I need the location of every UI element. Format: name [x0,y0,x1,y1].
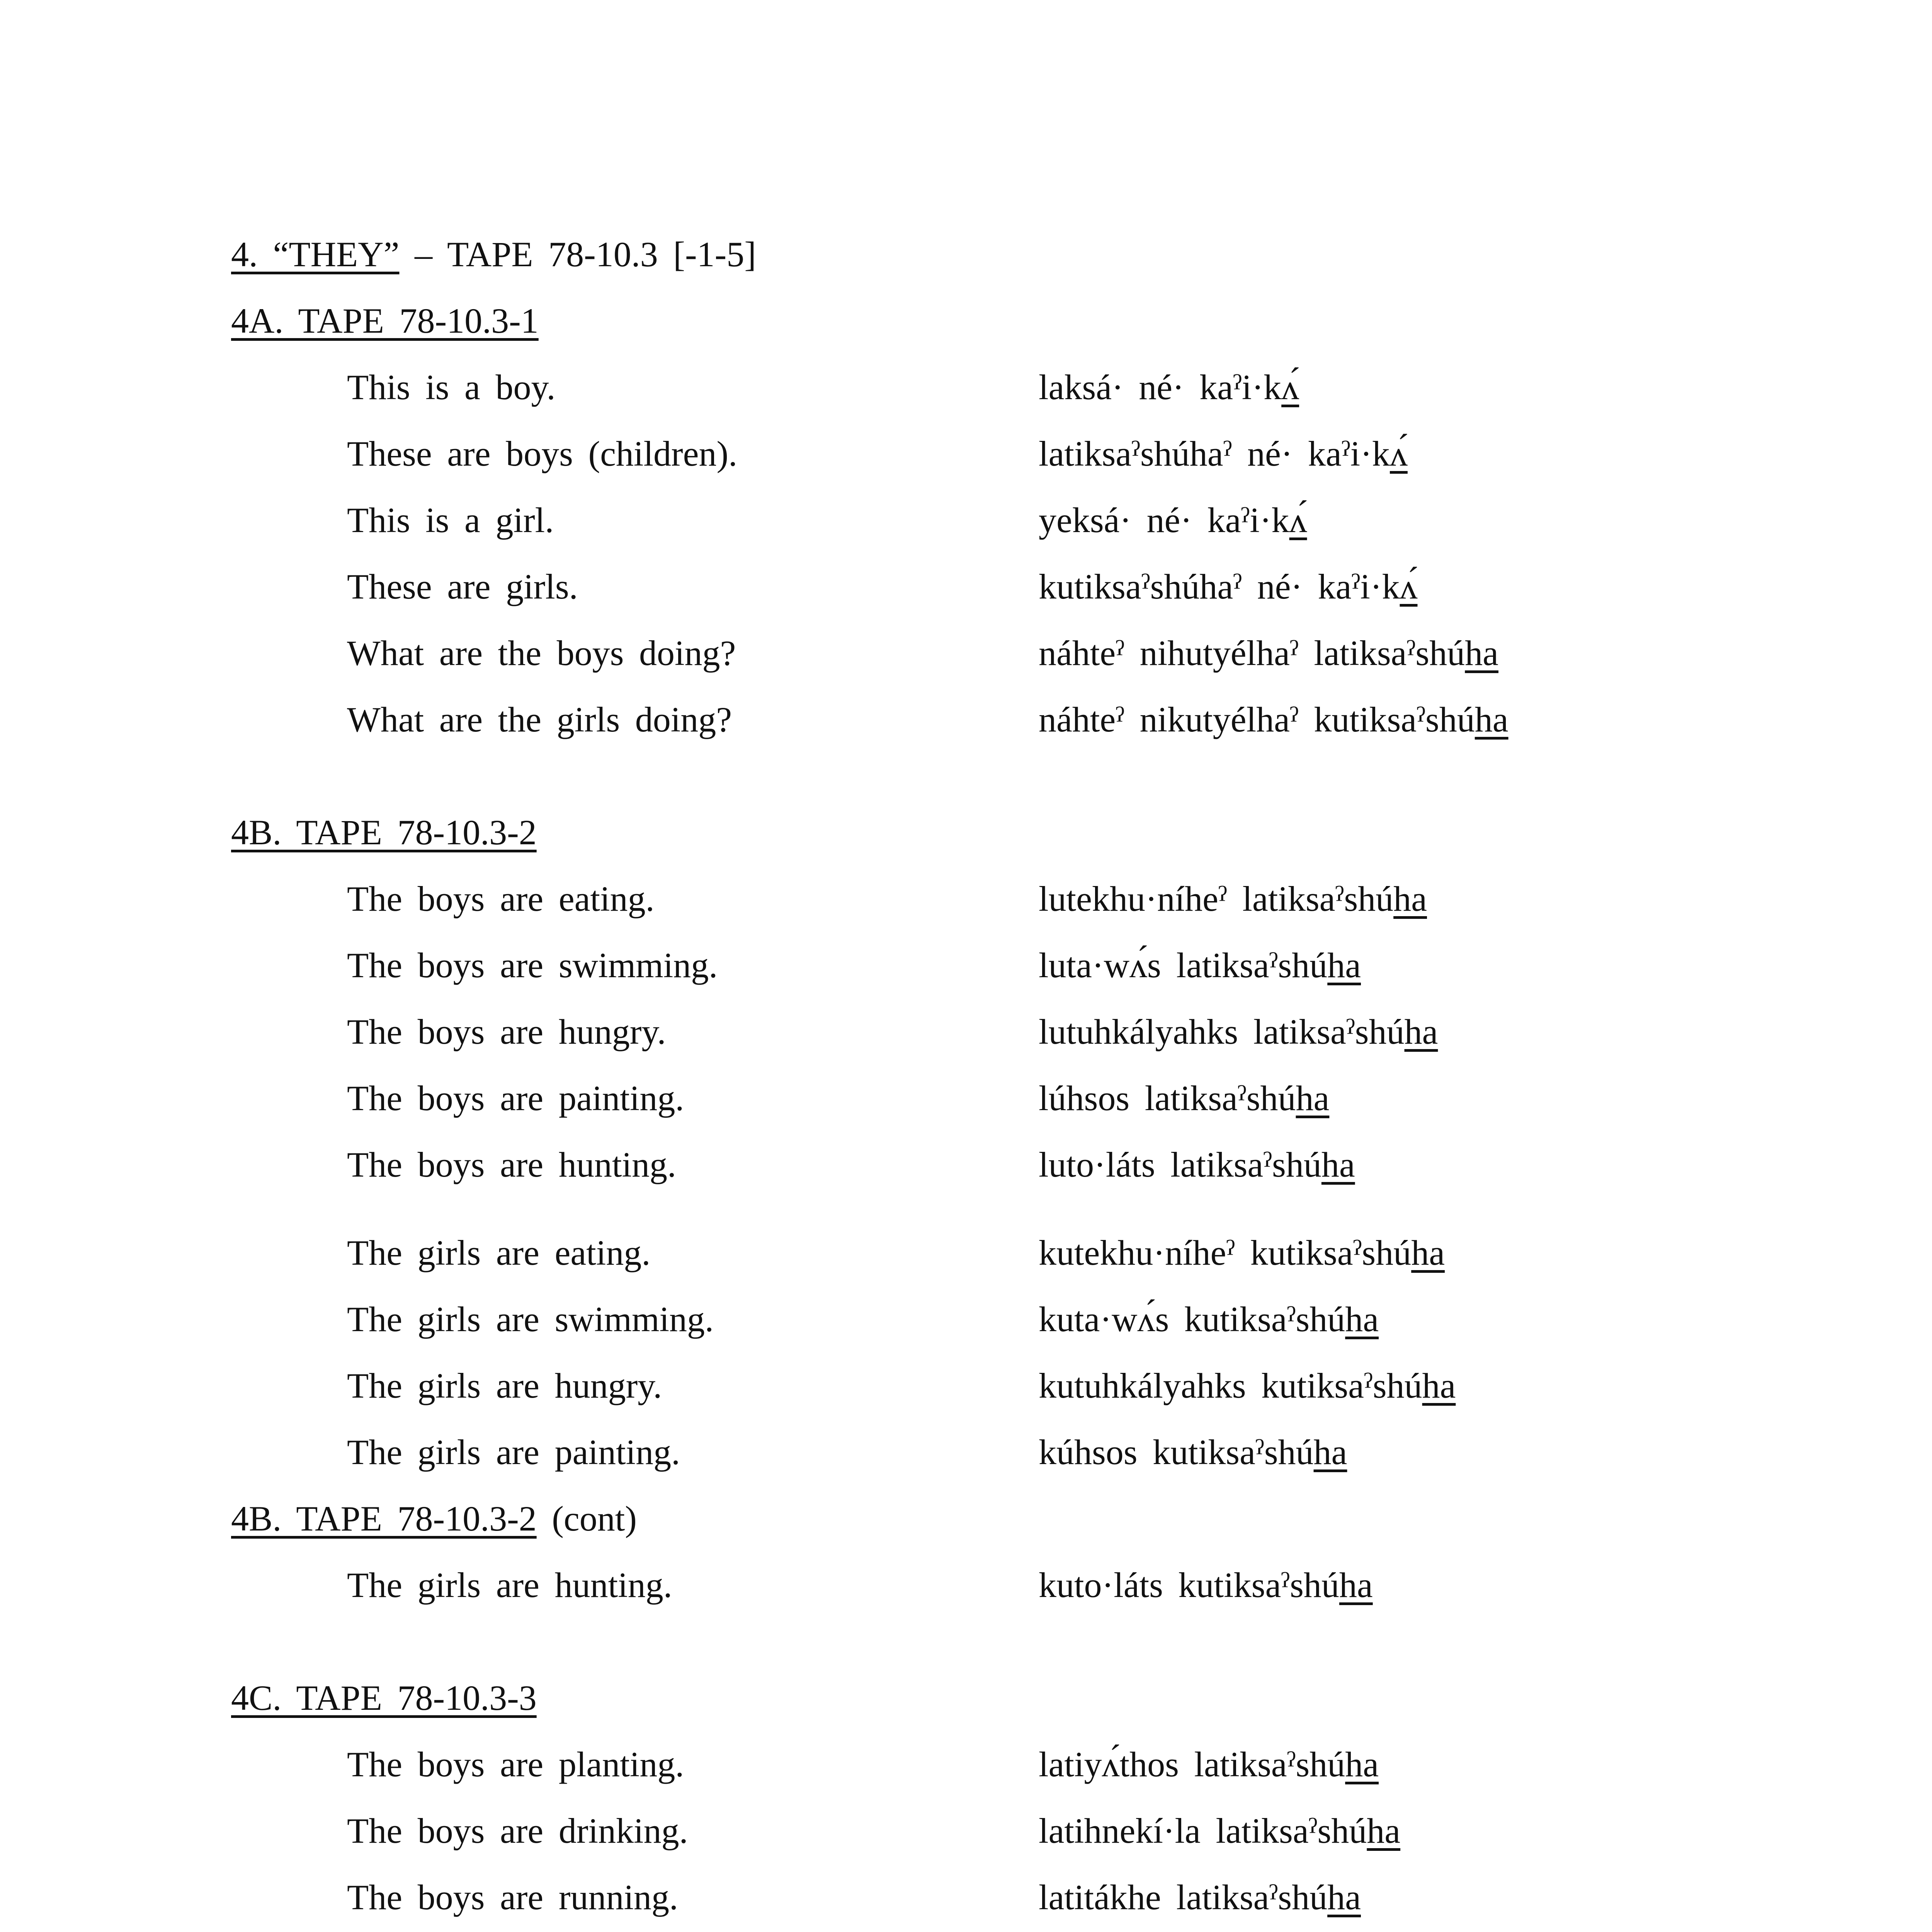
english-sentence: What are the boys doing? [347,633,736,673]
oneida-sentence: latiksaˀshúhaˀ né· kaˀi·kʌ́ [1039,434,1408,473]
main-heading [231,236,756,272]
english-sentence: The girls are eating. [347,1233,651,1272]
section-4b-heading: 4B. TAPE 78-10.3-2 [231,813,537,852]
english-sentence: The boys are hunting. [347,1145,676,1184]
oneida-sentence: lúhsos latiksaˀshúha [1039,1078,1330,1118]
english-sentence: The boys are drinking. [347,1811,688,1850]
oneida-sentence: náhteˀ nikutyélhaˀ kutiksaˀshúha [1039,700,1509,739]
oneida-sentence: latitákhe latiksaˀshúha [1039,1878,1361,1917]
oneida-sentence: luto·láts latiksaˀshúha [1039,1145,1355,1184]
oneida-sentence: yeksá· né· kaˀi·kʌ́ [1039,500,1307,540]
oneida-sentence: latihnekí·la latiksaˀshúha [1039,1811,1401,1850]
oneida-sentence: lutuhkályahks latiksaˀshúha [1039,1012,1438,1051]
english-sentence: These are girls. [347,567,578,606]
english-sentence: The girls are hunting. [347,1565,672,1605]
oneida-sentence: kutekhu·níheˀ kutiksaˀshúha [1039,1233,1445,1272]
english-sentence: The boys are painting. [347,1078,684,1118]
oneida-sentence: kutiksaˀshúhaˀ né· kaˀi·kʌ́ [1039,567,1418,606]
oneida-sentence: kuta·wʌ́s kutiksaˀshúha [1039,1299,1379,1339]
section-4c-heading: 4C. TAPE 78-10.3-3 [231,1678,537,1718]
english-sentence: The girls are hungry. [347,1366,662,1405]
oneida-sentence: kúhsos kutiksaˀshúha [1039,1432,1347,1472]
main-heading-tape: – TAPE 78-10.3 [-1-5] [399,235,756,274]
english-sentence: This is a girl. [347,500,554,540]
oneida-sentence: latiyʌ́thos latiksaˀshúha [1039,1745,1379,1784]
english-sentence: The girls are painting. [347,1432,680,1472]
english-sentence: The boys are planting. [347,1745,684,1784]
section-4a-heading: 4A. TAPE 78-10.3-1 [231,301,539,340]
oneida-sentence: laksá· né· kaˀi·kʌ́ [1039,367,1299,407]
oneida-sentence: luta·wʌ́s latiksaˀshúha [1039,946,1361,985]
oneida-sentence: kuto·láts kutiksaˀshúha [1039,1565,1373,1605]
english-sentence: The boys are hungry. [347,1012,666,1051]
english-sentence: The boys are swimming. [347,946,718,985]
oneida-sentence: lutekhu·níheˀ latiksaˀshúha [1039,879,1427,918]
english-sentence: The boys are eating. [347,879,655,918]
main-heading-title: 4. “THEY” [231,235,400,274]
english-sentence: What are the girls doing? [347,700,732,739]
english-sentence: This is a boy. [347,367,556,407]
oneida-sentence: náhteˀ nihutyélhaˀ latiksaˀshúha [1039,633,1498,673]
english-sentence: The boys are running. [347,1878,679,1917]
english-sentence: These are boys (children). [347,434,738,473]
section-4b-cont-heading: 4B. TAPE 78-10.3-2 (cont) [231,1499,637,1538]
english-sentence: The girls are swimming. [347,1299,714,1339]
oneida-sentence: kutuhkályahks kutiksaˀshúha [1039,1366,1456,1405]
